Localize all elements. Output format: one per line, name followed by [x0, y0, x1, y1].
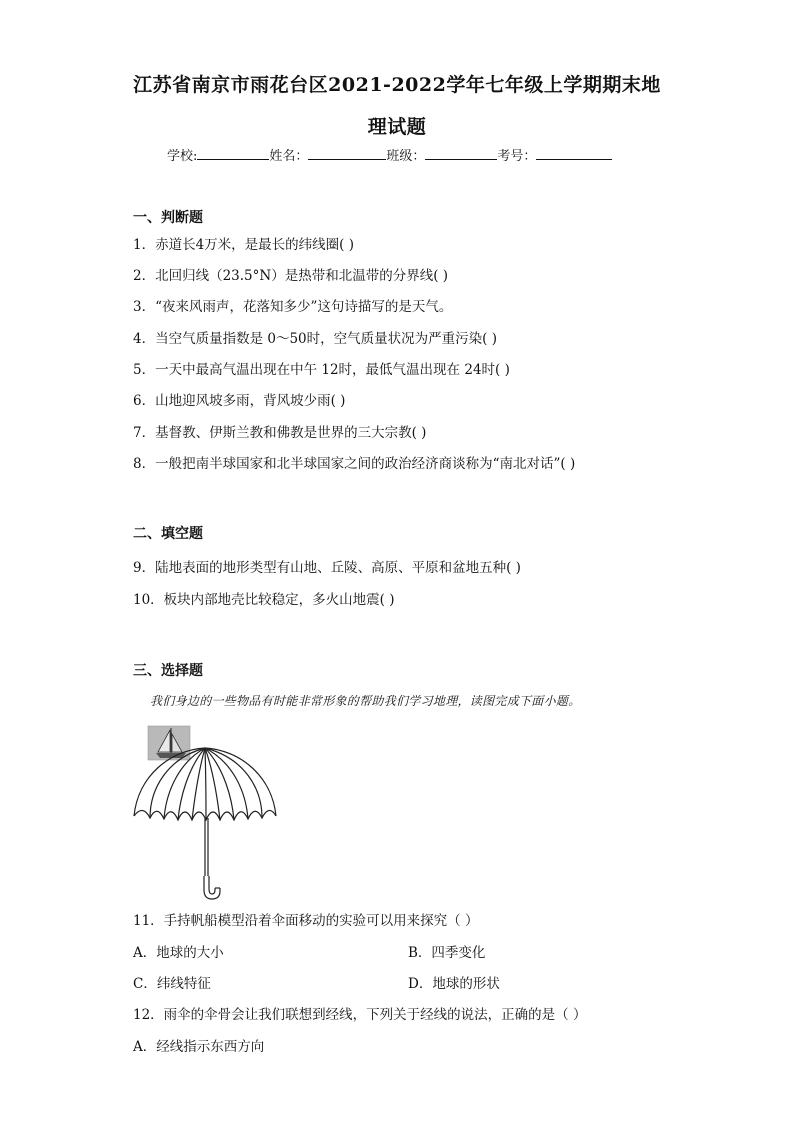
- school-label: 学校:: [167, 149, 198, 164]
- student-info-line: [167, 145, 612, 164]
- umbrella-handle: [204, 818, 220, 899]
- class-blank[interactable]: [425, 147, 497, 160]
- question-6: 6．山地迎风坡多雨，背风坡少雨( ): [133, 393, 346, 409]
- q11-option-d[interactable]: D．地球的形状: [408, 976, 500, 992]
- question-3: 3．“夜来风雨声，花落知多少”这句诗描写的是天气。: [133, 299, 453, 315]
- q12-option-a[interactable]: A．经线指示东西方向: [133, 1039, 265, 1055]
- page-title-line1: 江苏省南京市雨花台区2021-2022学年七年级上学期期末地: [133, 74, 661, 96]
- school-blank[interactable]: [197, 147, 269, 160]
- question-10: 10．板块内部地壳比较稳定，多火山地震( ): [133, 592, 395, 608]
- question-7: 7．基督教、伊斯兰教和佛教是世界的三大宗教( ): [133, 425, 427, 441]
- q11-option-c[interactable]: C．纬线特征: [133, 976, 211, 992]
- question-12: 12．雨伞的伞骨会让我们联想到经线，下列关于经线的说法，正确的是（ ）: [133, 1007, 587, 1023]
- section-heading-choice: 三、选择题: [133, 663, 203, 679]
- q11-option-b[interactable]: B．四季变化: [408, 945, 486, 961]
- q11-option-a[interactable]: A．地球的大小: [133, 945, 224, 961]
- question-1: 1．赤道长4万米，是最长的纬线圈( ): [133, 237, 355, 253]
- exam-number-blank[interactable]: [536, 147, 612, 160]
- class-label: 班级：: [386, 149, 426, 164]
- name-label: 姓名：: [269, 149, 309, 164]
- sailboat-model-icon: [148, 726, 190, 760]
- question-8: 8．一般把南半球国家和北半球国家之间的政治经济商谈称为“南北对话”( ): [133, 456, 576, 472]
- question-2: 2．北回归线（23.5°N）是热带和北温带的分界线( ): [133, 268, 449, 284]
- exam-number-label: 考号：: [497, 149, 537, 164]
- name-blank[interactable]: [308, 147, 386, 160]
- page-title-line2: 理试题: [367, 116, 427, 138]
- question-4: 4．当空气质量指数是 0～50时，空气质量状况为严重污染( ): [133, 331, 497, 347]
- question-9: 9．陆地表面的地形类型有山地、丘陵、高原、平原和盆地五种( ): [133, 560, 521, 576]
- question-11: 11．手持帆船模型沿着伞面移动的实验可以用来探究（ ）: [133, 913, 479, 929]
- umbrella-sailboat-figure: [128, 718, 278, 900]
- choice-intro: 我们身边的一些物品有时能非常形象的帮助我们学习地理，读图完成下面小题。: [150, 694, 581, 708]
- question-5: 5．一天中最高气温出现在中午 12时，最低气温出现在 24时( ): [133, 362, 510, 378]
- section-heading-judge: 一、判断题: [133, 210, 203, 226]
- section-heading-fill: 二、填空题: [133, 526, 203, 542]
